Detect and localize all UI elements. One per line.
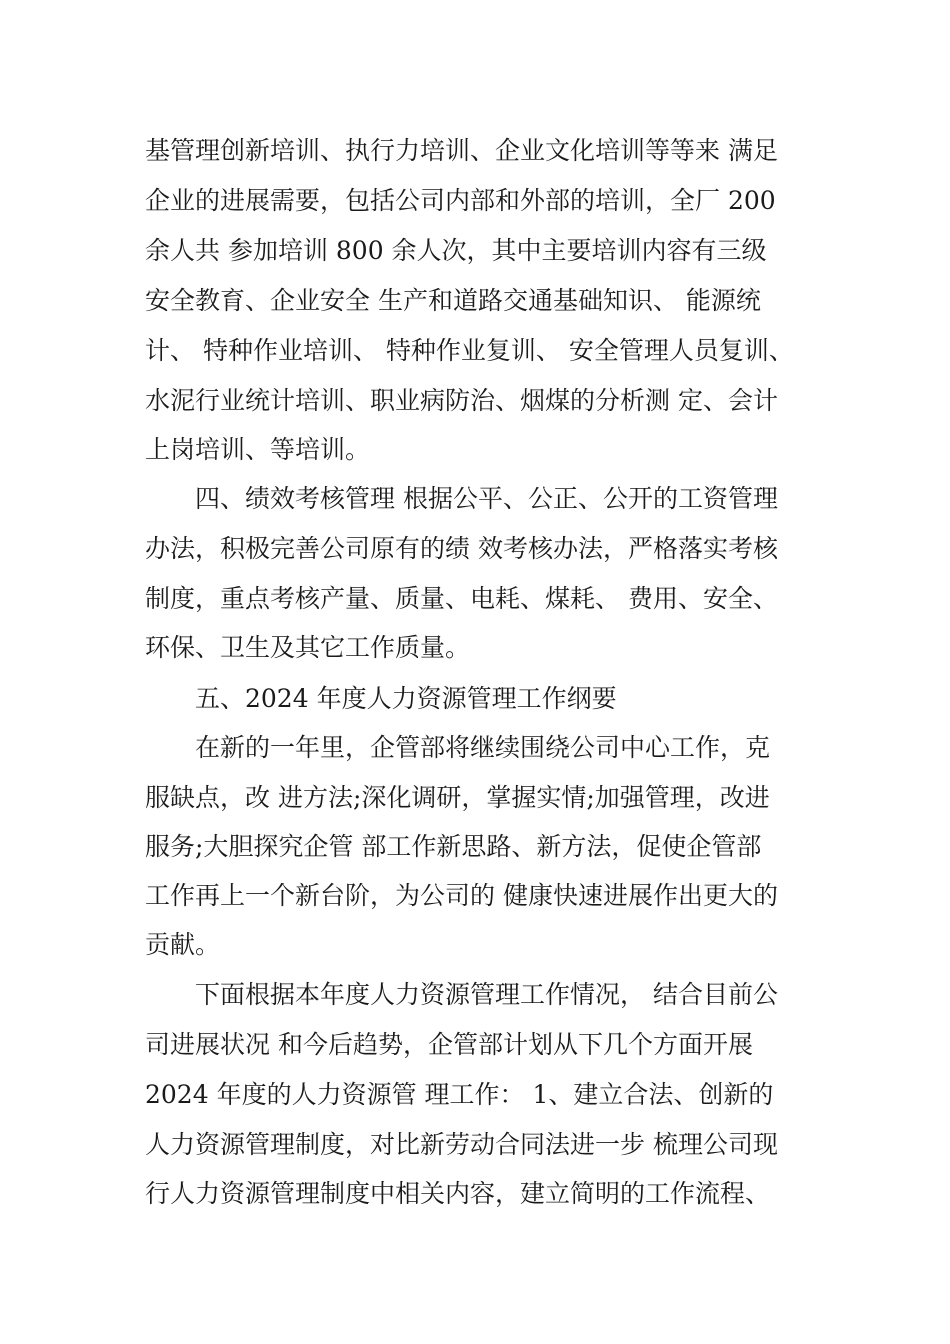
- text-line: 下面根据本年度人力资源管理工作情况， 结合目前公: [145, 980, 778, 1009]
- text-line: 安全教育、企业安全 生产和道路交通基础知识、 能源统: [145, 286, 761, 315]
- text-line: 人力资源管理制度，对比新劳动合同法进一步 梳理公司现: [145, 1130, 778, 1159]
- text-line: 基管理创新培训、执行力培训、企业文化培训等等来 满足: [145, 136, 778, 165]
- text-line: 工作再上一个新台阶，为公司的 健康快速进展作出更大的: [145, 881, 778, 910]
- text-line: 制度，重点考核产量、质量、电耗、煤耗、 费用、安全、: [145, 584, 778, 613]
- text-line: 余人共 参加培训 800 余人次，其中主要培训内容有三级: [145, 236, 767, 265]
- text-line: 环保、卫生及其它工作质量。: [145, 633, 471, 662]
- text-line: 司进展状况 和今后趋势，企管部计划从下几个方面开展: [145, 1030, 753, 1059]
- text-line: 在新的一年里，企管部将继续围绕公司中心工作，克: [145, 733, 771, 762]
- text-line: 2024 年度的人力资源管 理工作： 1、建立合法、创新的: [145, 1080, 774, 1109]
- text-line: 计、 特种作业培训、 特种作业复训、 安全管理人员复训、: [145, 336, 794, 365]
- text-line: 服务;大胆探究企管 部工作新思路、新方法，促使企管部: [145, 832, 762, 861]
- section-heading: 五、2024 年度人力资源管理工作纲要: [145, 684, 617, 713]
- text-line: 办法，积极完善公司原有的绩 效考核办法，严格落实考核: [145, 534, 778, 563]
- text-line: 企业的进展需要，包括公司内部和外部的培训，全厂 200: [145, 186, 776, 215]
- text-line: 行人力资源管理制度中相关内容，建立简明的工作流程、: [145, 1179, 771, 1208]
- text-line: 水泥行业统计培训、职业病防治、烟煤的分析测 定、会计: [145, 386, 778, 415]
- text-line: 上岗培训、等培训。: [145, 435, 371, 464]
- text-line: 服缺点，改 进方法;深化调研，掌握实情;加强管理，改进: [145, 783, 770, 812]
- text-line: 四、绩效考核管理 根据公平、公正、公开的工资管理: [145, 484, 778, 513]
- text-line: 贡献。: [145, 930, 221, 959]
